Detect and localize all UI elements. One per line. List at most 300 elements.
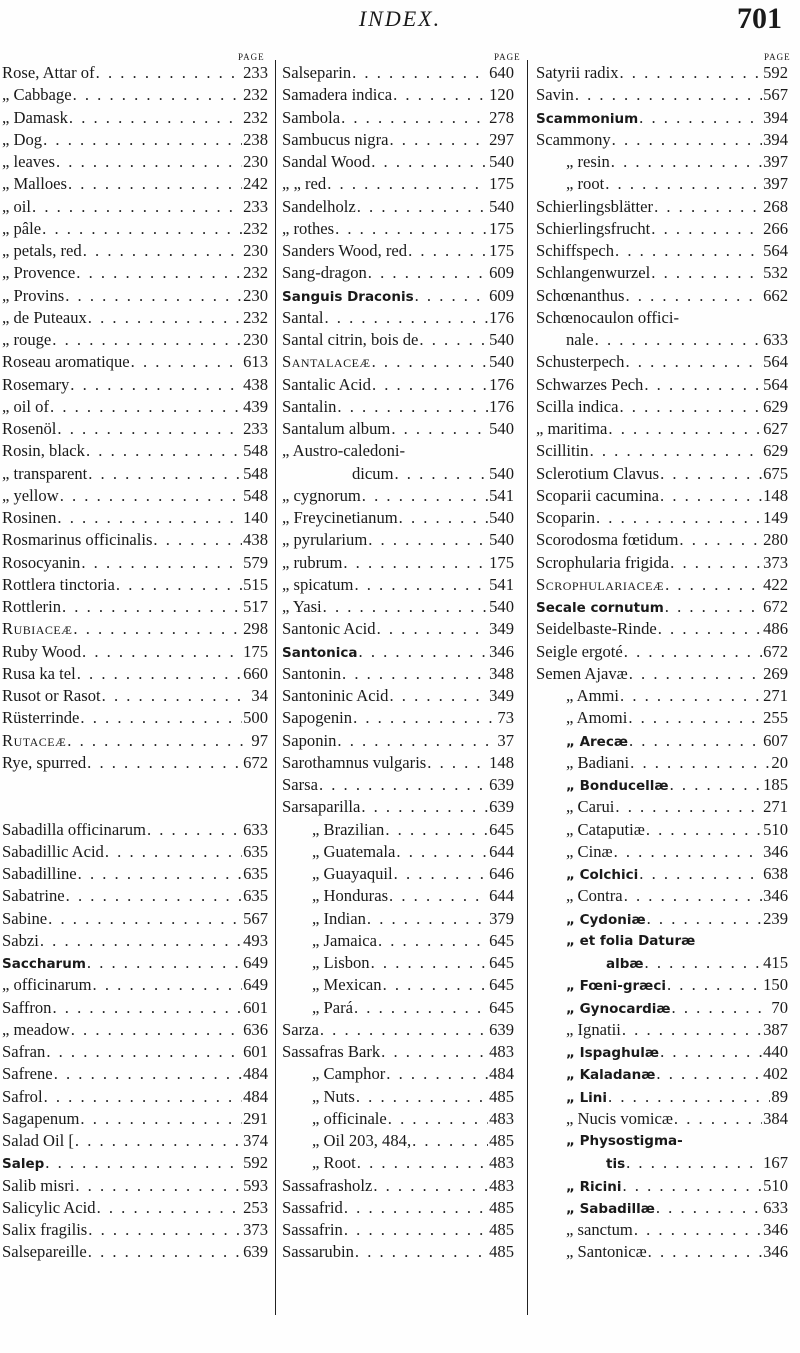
page-reference: 639 bbox=[243, 1242, 268, 1262]
page-reference: 271 bbox=[763, 797, 788, 817]
index-term: Rosmarinus officinalis bbox=[2, 530, 153, 550]
leader-dots bbox=[614, 841, 763, 863]
index-term: „ Physostigma- bbox=[566, 1133, 683, 1149]
leader-dots bbox=[54, 1063, 242, 1085]
leader-dots bbox=[83, 240, 242, 262]
index-entry bbox=[282, 1019, 514, 1041]
index-entry bbox=[282, 930, 514, 952]
index-entry bbox=[2, 240, 268, 262]
index-term: Safrol bbox=[2, 1086, 43, 1106]
leader-dots bbox=[611, 151, 762, 173]
leader-dots bbox=[647, 908, 763, 930]
leader-dots bbox=[105, 841, 242, 863]
index-term: Scammonium bbox=[536, 110, 639, 127]
page-reference: 394 bbox=[763, 129, 788, 149]
leader-dots bbox=[355, 1241, 488, 1263]
leader-dots bbox=[628, 707, 762, 729]
page-reference: 639 bbox=[489, 775, 514, 794]
leader-dots bbox=[323, 596, 488, 618]
leader-dots bbox=[324, 307, 488, 329]
leader-dots bbox=[620, 62, 763, 84]
column-divider bbox=[527, 60, 528, 1315]
index-entry bbox=[536, 529, 788, 551]
index-term: „ Indian bbox=[312, 908, 366, 928]
page-reference: 564 bbox=[763, 241, 788, 260]
index-entry bbox=[536, 1197, 788, 1219]
index-term: Santalin bbox=[282, 396, 337, 416]
index-term: „ Nucis vomicæ bbox=[566, 1108, 673, 1128]
index-entry bbox=[282, 285, 514, 307]
leader-dots bbox=[389, 129, 488, 151]
leader-dots bbox=[40, 930, 242, 952]
index-entry bbox=[536, 841, 788, 863]
index-term: „ pâle bbox=[2, 218, 42, 238]
page-reference: 379 bbox=[489, 908, 514, 928]
index-term: „ Guatemala bbox=[312, 841, 396, 861]
index-entry bbox=[536, 1241, 788, 1263]
leader-dots bbox=[335, 218, 488, 240]
index-term: „ Cydoniæ bbox=[566, 911, 646, 928]
leader-dots bbox=[131, 351, 242, 373]
page-reference: 548 bbox=[243, 485, 268, 505]
index-term: Sassafrasholz bbox=[282, 1175, 373, 1195]
index-entry bbox=[2, 196, 268, 218]
page-reference: 230 bbox=[243, 241, 268, 260]
index-entry bbox=[2, 952, 268, 974]
index-entry bbox=[2, 1175, 268, 1197]
page-reference: 37 bbox=[497, 730, 514, 750]
index-entry bbox=[536, 329, 788, 351]
page-reference: 175 bbox=[243, 641, 268, 661]
page-reference: 548 bbox=[243, 441, 268, 461]
index-entry bbox=[282, 151, 514, 173]
leader-dots bbox=[651, 218, 762, 240]
leader-dots bbox=[679, 529, 762, 551]
page-reference: 439 bbox=[243, 396, 268, 416]
index-term: Sanguis Draconis bbox=[282, 288, 414, 305]
index-term: Roseau aromatique bbox=[2, 352, 130, 372]
leader-dots bbox=[62, 596, 242, 618]
page-reference: 609 bbox=[489, 263, 514, 283]
leader-dots bbox=[378, 930, 488, 952]
page-reference: 349 bbox=[489, 686, 514, 705]
page-reference: 645 bbox=[489, 930, 514, 950]
page-reference: 440 bbox=[763, 1042, 788, 1061]
leader-dots bbox=[389, 685, 488, 707]
page-reference: 233 bbox=[243, 196, 268, 216]
page-reference: 635 bbox=[243, 864, 268, 883]
page-reference: 73 bbox=[497, 708, 514, 728]
index-term: Sassafrid bbox=[282, 1197, 343, 1217]
index-entry bbox=[282, 440, 514, 462]
leader-dots bbox=[81, 552, 242, 574]
index-term: Schiffspech bbox=[536, 241, 615, 260]
index-entry bbox=[282, 374, 514, 396]
page-reference: 484 bbox=[489, 1064, 514, 1084]
page-reference: 148 bbox=[763, 485, 788, 505]
index-entry bbox=[282, 1219, 514, 1241]
page-reference: 422 bbox=[763, 574, 788, 594]
index-entry bbox=[2, 374, 268, 396]
index-entry bbox=[282, 507, 514, 529]
index-entry bbox=[282, 552, 514, 574]
leader-dots bbox=[43, 129, 242, 151]
index-term: „ oil bbox=[2, 196, 32, 216]
page-reference: 374 bbox=[243, 1131, 268, 1150]
leader-dots bbox=[354, 997, 488, 1019]
leader-dots bbox=[427, 752, 488, 774]
index-entry bbox=[536, 173, 788, 195]
index-entry bbox=[282, 796, 514, 818]
leader-dots bbox=[65, 285, 242, 307]
index-term: „ Ignatii bbox=[566, 1019, 621, 1039]
index-entry bbox=[2, 1197, 268, 1219]
index-entry bbox=[282, 62, 514, 84]
index-entry bbox=[282, 262, 514, 284]
index-term: Rose, Attar of bbox=[2, 63, 95, 82]
index-entry bbox=[536, 952, 788, 974]
index-term: „ petals, red bbox=[2, 241, 82, 260]
index-term: Safrene bbox=[2, 1064, 53, 1084]
index-term: Salicylic Acid bbox=[2, 1197, 96, 1217]
index-entry bbox=[282, 863, 514, 885]
index-entry bbox=[2, 1130, 268, 1152]
index-entry bbox=[282, 885, 514, 907]
index-term: Scillitin bbox=[536, 441, 589, 461]
page-reference: 485 bbox=[489, 1220, 514, 1239]
index-entry bbox=[536, 240, 788, 262]
index-term: Schlangenwurzel bbox=[536, 263, 651, 283]
index-entry bbox=[536, 885, 788, 907]
leader-dots bbox=[626, 1152, 762, 1174]
leader-dots bbox=[71, 1019, 242, 1041]
index-entry bbox=[536, 930, 788, 952]
index-entry bbox=[2, 307, 268, 329]
index-term: Sarza bbox=[282, 1019, 319, 1039]
index-entry bbox=[2, 641, 268, 663]
leader-dots bbox=[624, 641, 762, 663]
leader-dots bbox=[42, 218, 242, 240]
leader-dots bbox=[368, 529, 488, 551]
index-entry bbox=[282, 218, 514, 240]
leader-dots bbox=[80, 1108, 242, 1130]
index-entry bbox=[536, 663, 788, 685]
index-entry bbox=[536, 552, 788, 574]
page-reference: 540 bbox=[489, 352, 514, 372]
leader-dots bbox=[342, 663, 488, 685]
leader-dots bbox=[352, 62, 488, 84]
index-term: Salib misri bbox=[2, 1175, 75, 1195]
index-term: „ Arecæ bbox=[566, 733, 628, 750]
index-entry bbox=[2, 930, 268, 952]
page-reference: 232 bbox=[243, 85, 268, 105]
leader-dots bbox=[656, 1197, 762, 1219]
leader-dots bbox=[372, 351, 489, 373]
leader-dots bbox=[57, 507, 242, 529]
page-reference: 297 bbox=[489, 129, 514, 149]
index-entry bbox=[282, 908, 514, 930]
page-reference: 638 bbox=[763, 864, 788, 883]
index-term: Schierlingsfrucht bbox=[536, 218, 651, 238]
leader-dots bbox=[620, 685, 762, 707]
leader-dots bbox=[608, 1086, 770, 1108]
index-entry bbox=[282, 107, 514, 129]
page-reference: 645 bbox=[489, 997, 514, 1017]
index-term: „ Colchici bbox=[566, 867, 639, 883]
index-term: „ Bonducellæ bbox=[566, 778, 669, 794]
page-reference: 517 bbox=[243, 597, 268, 616]
leader-dots bbox=[70, 374, 242, 396]
index-term: „ pyrularium bbox=[282, 530, 368, 550]
index-term: Sagapenum bbox=[2, 1108, 80, 1128]
leader-dots bbox=[96, 62, 242, 84]
index-term: „ „ red bbox=[282, 174, 327, 194]
leader-dots bbox=[371, 952, 489, 974]
page-reference: 567 bbox=[763, 85, 788, 105]
page-reference: 483 bbox=[489, 1108, 514, 1128]
leader-dots bbox=[415, 285, 489, 307]
index-entry bbox=[536, 774, 788, 796]
index-entry bbox=[2, 1152, 268, 1174]
index-term: „ Carui bbox=[566, 797, 615, 817]
index-entry bbox=[536, 351, 788, 373]
index-term: Rottlera tinctoria bbox=[2, 574, 115, 594]
leader-dots bbox=[77, 663, 242, 685]
index-term: „ sanctum bbox=[566, 1220, 633, 1239]
leader-dots bbox=[408, 240, 488, 262]
page-reference: 255 bbox=[763, 708, 788, 728]
page-reference: 592 bbox=[243, 1153, 268, 1173]
index-term: Santonic Acid bbox=[282, 619, 376, 639]
index-term: Sassarubin bbox=[282, 1242, 354, 1262]
index-entry bbox=[536, 1019, 788, 1041]
page-reference: 291 bbox=[243, 1108, 268, 1128]
index-entry bbox=[282, 1175, 514, 1197]
page-reference: 185 bbox=[763, 775, 788, 794]
page-reference: 346 bbox=[763, 1220, 788, 1239]
leader-dots bbox=[660, 485, 762, 507]
leader-dots bbox=[381, 1041, 488, 1063]
leader-dots bbox=[87, 752, 242, 774]
index-term: Sarsa bbox=[282, 775, 318, 794]
index-term: Saccharum bbox=[2, 956, 86, 972]
index-term: Santonin bbox=[282, 663, 342, 683]
page-reference: 629 bbox=[763, 396, 788, 416]
index-entry bbox=[2, 730, 268, 752]
index-entry bbox=[2, 485, 268, 507]
index-term: Rutaceæ bbox=[2, 730, 67, 750]
index-term: Rosemary bbox=[2, 374, 70, 394]
page-reference: 167 bbox=[763, 1153, 788, 1173]
index-term: Scoparin bbox=[536, 508, 595, 527]
index-entry bbox=[2, 351, 268, 373]
index-entry bbox=[282, 84, 514, 106]
index-entry bbox=[536, 151, 788, 173]
leader-dots bbox=[629, 663, 762, 685]
page-reference: 500 bbox=[243, 708, 268, 728]
page-reference: 438 bbox=[243, 374, 268, 394]
index-term: „ Cataputiæ bbox=[566, 819, 645, 839]
leader-dots bbox=[672, 997, 771, 1019]
leader-dots bbox=[625, 351, 762, 373]
page-reference: 230 bbox=[243, 285, 268, 305]
column-1-page-label: PAGE bbox=[238, 52, 265, 62]
page-reference: 484 bbox=[243, 1064, 268, 1084]
page-reference: 675 bbox=[763, 463, 788, 483]
page-reference: 346 bbox=[763, 886, 788, 906]
page-reference: 540 bbox=[489, 152, 514, 171]
index-entry bbox=[2, 707, 268, 729]
index-entry bbox=[536, 707, 788, 729]
page-reference: 176 bbox=[489, 307, 514, 327]
index-term: Seidelbaste-Rinde bbox=[536, 619, 657, 639]
page-reference: 485 bbox=[489, 1131, 514, 1150]
page-reference: 239 bbox=[763, 908, 788, 928]
index-entry bbox=[2, 1063, 268, 1085]
index-term: „ Mexican bbox=[312, 975, 382, 995]
index-term: „ Sabadillæ bbox=[566, 1200, 655, 1217]
index-term: tis bbox=[606, 1156, 626, 1173]
column-2-page-label: PAGE bbox=[494, 52, 521, 62]
page-reference: 646 bbox=[489, 864, 514, 883]
index-entry bbox=[282, 618, 514, 640]
index-entry bbox=[2, 552, 268, 574]
index-term: „ meadow bbox=[2, 1019, 70, 1039]
index-entry bbox=[536, 107, 788, 129]
index-entry bbox=[282, 952, 514, 974]
index-term: Santal bbox=[282, 307, 324, 327]
leader-dots bbox=[595, 329, 762, 351]
index-entry bbox=[2, 663, 268, 685]
page-reference: 483 bbox=[489, 1153, 514, 1173]
index-term: Rosocyanin bbox=[2, 552, 81, 572]
leader-dots bbox=[396, 841, 488, 863]
index-term: „ Ammi bbox=[566, 686, 620, 705]
leader-dots bbox=[622, 1019, 762, 1041]
leader-dots bbox=[361, 796, 488, 818]
page-reference: 387 bbox=[763, 1019, 788, 1039]
page-reference: 20 bbox=[771, 752, 788, 772]
index-entry bbox=[2, 62, 268, 84]
page-reference: 34 bbox=[251, 686, 268, 705]
page-reference: 230 bbox=[243, 330, 268, 349]
index-entry bbox=[536, 62, 788, 84]
index-entry bbox=[282, 841, 514, 863]
page-reference: 485 bbox=[489, 1242, 514, 1262]
index-term: Sambola bbox=[282, 107, 341, 127]
index-entry bbox=[2, 440, 268, 462]
index-term: Sassafrin bbox=[282, 1220, 343, 1239]
index-term: „ yellow bbox=[2, 485, 59, 505]
page-reference: 601 bbox=[243, 997, 268, 1017]
index-term: Sandelholz bbox=[282, 196, 356, 216]
index-entry bbox=[536, 307, 788, 329]
leader-dots bbox=[419, 329, 488, 351]
index-term: Rosin, black bbox=[2, 441, 85, 461]
index-entry bbox=[282, 641, 514, 663]
index-term: Scammony bbox=[536, 129, 611, 149]
index-term: „ spicatum bbox=[282, 574, 354, 594]
index-term: Ruby Wood bbox=[2, 641, 82, 661]
leader-dots bbox=[97, 1197, 243, 1219]
leader-dots bbox=[73, 618, 242, 640]
index-term: „ Amomi bbox=[566, 708, 628, 728]
index-entry bbox=[536, 863, 788, 885]
page-reference: 660 bbox=[243, 663, 268, 683]
leader-dots bbox=[147, 819, 242, 841]
page-reference: 649 bbox=[243, 975, 268, 995]
page-reference: 592 bbox=[763, 63, 788, 82]
index-term: Scilla indica bbox=[536, 396, 619, 416]
index-entry bbox=[282, 351, 514, 373]
page-reference: 548 bbox=[243, 463, 268, 483]
index-entry bbox=[536, 1108, 788, 1130]
leader-dots bbox=[619, 396, 762, 418]
index-term: Sambucus nigra bbox=[282, 129, 389, 149]
index-entry bbox=[536, 463, 788, 485]
page-reference: 645 bbox=[489, 819, 514, 839]
page-reference: 397 bbox=[763, 152, 788, 171]
leader-dots bbox=[377, 618, 489, 640]
page-reference: 639 bbox=[489, 797, 514, 817]
page-reference: 348 bbox=[489, 663, 514, 683]
page-reference: 238 bbox=[243, 129, 268, 149]
leader-dots bbox=[68, 173, 242, 195]
index-term: Savin bbox=[536, 85, 574, 105]
page-reference: 438 bbox=[243, 530, 268, 550]
index-term: Sabadillic Acid bbox=[2, 841, 104, 861]
index-term: Schœnanthus bbox=[536, 285, 625, 305]
index-term: Sabadilline bbox=[2, 864, 77, 883]
page-header bbox=[0, 0, 800, 48]
index-entry bbox=[282, 685, 514, 707]
index-entry bbox=[2, 1019, 268, 1041]
page-reference: 230 bbox=[243, 152, 268, 171]
leader-dots bbox=[102, 685, 251, 707]
page-reference: 176 bbox=[489, 374, 514, 394]
index-entry bbox=[282, 1197, 514, 1219]
page-reference: 540 bbox=[489, 196, 514, 216]
page-reference: 175 bbox=[489, 552, 514, 572]
index-entry bbox=[2, 618, 268, 640]
index-entry bbox=[536, 285, 788, 307]
index-entry bbox=[536, 1063, 788, 1085]
leader-dots bbox=[624, 885, 762, 907]
index-term: Schwarzes Pech bbox=[536, 374, 644, 394]
index-term: „ Jamaica bbox=[312, 930, 377, 950]
index-entry bbox=[282, 529, 514, 551]
page-reference: 415 bbox=[763, 953, 788, 972]
index-term: „ oil of bbox=[2, 396, 50, 416]
leader-dots bbox=[78, 863, 242, 885]
leader-dots bbox=[626, 285, 763, 307]
index-entry bbox=[536, 997, 788, 1019]
page-reference: 175 bbox=[489, 241, 514, 260]
index-entry bbox=[282, 1130, 514, 1152]
leader-dots bbox=[57, 418, 242, 440]
leader-dots bbox=[45, 1152, 242, 1174]
index-entry bbox=[536, 129, 788, 151]
page-reference: 601 bbox=[243, 1042, 268, 1061]
leader-dots bbox=[50, 396, 242, 418]
index-entry bbox=[2, 1219, 268, 1241]
page-reference: 484 bbox=[243, 1086, 268, 1106]
index-term: „ transparent bbox=[2, 463, 88, 483]
leader-dots bbox=[86, 440, 242, 462]
index-term: „ rothes bbox=[282, 218, 335, 238]
index-term: Sabadilla officinarum bbox=[2, 819, 146, 839]
index-term: Santalic Acid bbox=[282, 374, 371, 394]
